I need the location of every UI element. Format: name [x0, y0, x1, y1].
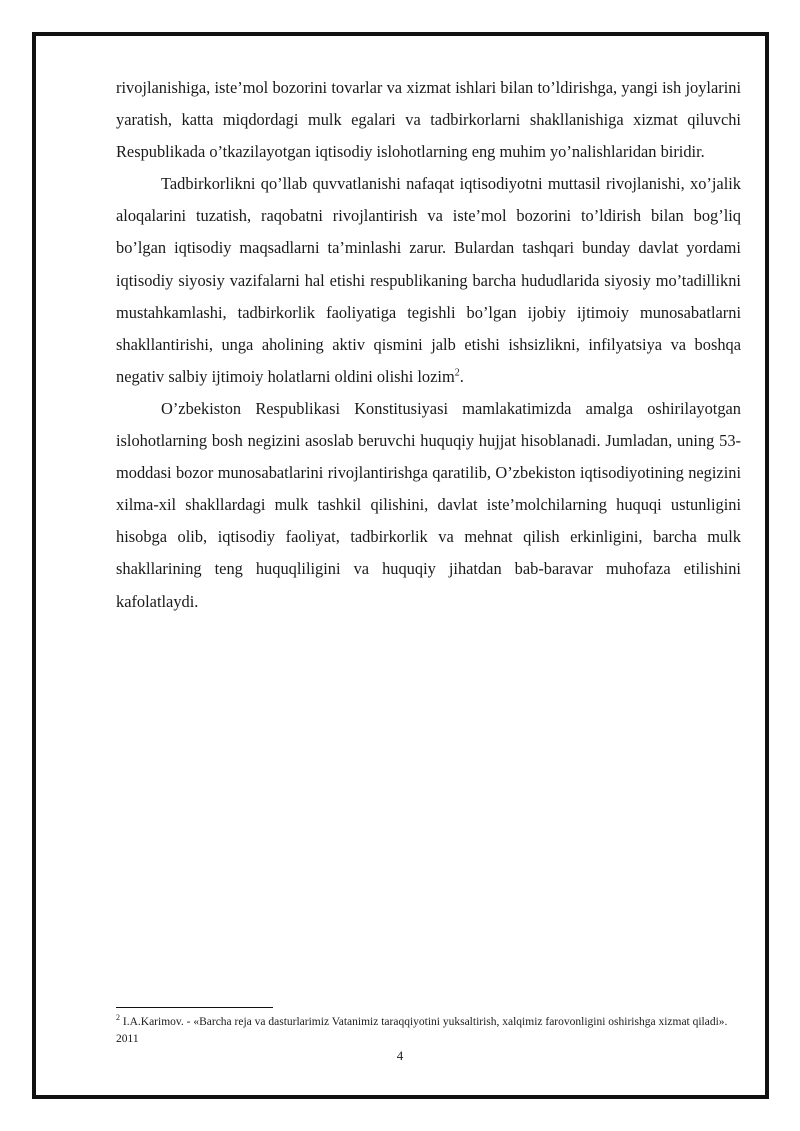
footnote-reference[interactable]: 2	[454, 367, 460, 379]
paragraph-1: rivojlanishiga, iste’mol bozorini tovarlar va xizmat ishlari bilan to’ldirishga, yangi ish joylarini yaratish, katta miqdordagi mulk egalari va tadbirkorlarni shakllanishiga xizmat qiluvchi Respublikada o’tkazilayotgan iqtisodiy islohotlarning eng muhim yo’nalishlaridan biridir.	[116, 78, 741, 162]
paragraph-2-text: Tadbirkorlikni qo’llab quvvatlanishi nafaqat iqtisodiyotni muttasil rivojlanishi, xo’jalik aloqalarini tuzatish, raqobatni rivojlantirish va iste’mol bozorini to’ldirish bilan bog’liq bo’lgan iqtisodiy maqsadlarni ta’minlashi zarur. Bulardan tashqari bunday davlat yordami iqtisodiy siyosiy vazifalarni hal etishi respublikaning barcha hududlarida siyosiy mo’tadillikni mustahkamlashi, tadbirkorlik faoliyatiga tegishli bo’lgan ijobiy ijtimoiy munosabatlarni shakllantirishi, unga aholining aktiv qismini jalb etishi ishsizlikni, infilyatsiya va boshqa negativ salbiy ijtimoiy holatlarni oldini olishi lozim	[116, 174, 741, 386]
footnote-marker: 2	[116, 1013, 120, 1023]
paragraph-2	[116, 168, 741, 393]
paragraph-2-tail: .	[459, 366, 464, 386]
footnote-divider	[116, 1007, 273, 1008]
body-text	[116, 72, 741, 618]
paragraph-3: O’zbekiston Respublikasi Konstitusiyasi mamlakatimizda amalga oshirilayotgan islohotlarning bosh negizini asoslab beruvchi huquqiy hujjat hisoblanadi. Jumladan, uning 53-moddasi bozor munosabatlarini rivojlantirishga qaratilib, O’zbekiston iqtisodiyotining negizini xilma-xil shakllardagi mulk tashkil qilishini, davlat iste’molchilarning huquqi ustunligini hisobga olib, iqtisodiy faoliyat, tadbirkorlik va mehnat qilish erkinligini, barcha mulk shakllarining teng huquqliligini va huquqiy jihatdan bab-baravar muhofaza etilishini kafolatlaydi.	[116, 398, 741, 611]
page-number: 4	[396, 1048, 404, 1063]
footnote	[116, 1014, 741, 1048]
footnote-text: I.A.Karimov. - «Barcha reja va dasturlarimiz Vatanimiz taraqqiyotini yuksaltirish, xalqimiz farovonligini oshirishga xizmat qiladi». 2011	[116, 1016, 728, 1045]
